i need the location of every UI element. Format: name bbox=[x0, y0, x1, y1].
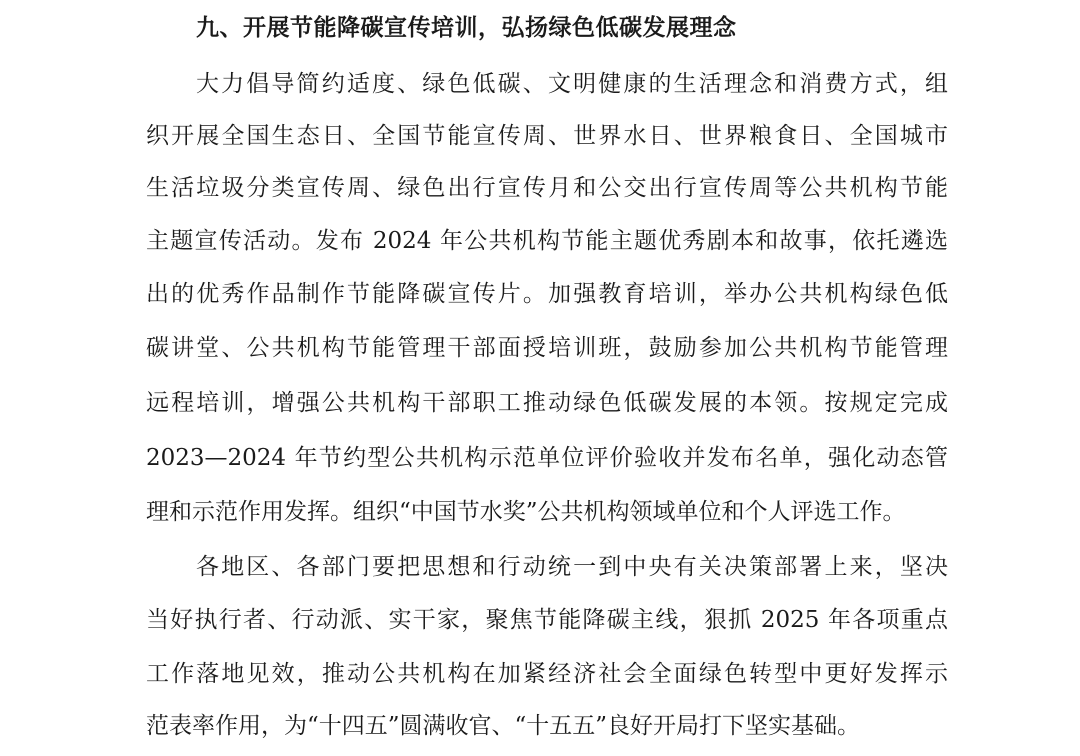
paragraph-1-line-9: 理和示范作用发挥。组织“中国节水奖”公共机构领域单位和个人评选工作。 bbox=[146, 499, 906, 525]
paragraph-1-line-1: 大力倡导简约适度、绿色低碳、文明健康的生活理念和消费方式，组 bbox=[196, 71, 948, 97]
paragraph-1-line-8: 2023—2024 年节约型公共机构示范单位评价验收并发布名单，强化动态管 bbox=[146, 445, 948, 471]
paragraph-1-line-2: 织开展全国生态日、全国节能宣传周、世界水日、世界粮食日、全国城市 bbox=[146, 123, 948, 149]
paragraph-1-line-7: 远程培训，增强公共机构干部职工推动绿色低碳发展的本领。按规定完成 bbox=[146, 390, 948, 416]
section-heading: 九、开展节能降碳宣传培训，弘扬绿色低碳发展理念 bbox=[196, 15, 737, 41]
paragraph-1-line-3: 生活垃圾分类宣传周、绿色出行宣传月和公交出行宣传周等公共机构节能 bbox=[146, 175, 948, 201]
paragraph-1-line-4: 主题宣传活动。发布 2024 年公共机构节能主题优秀剧本和故事，依托遴选 bbox=[146, 228, 948, 254]
paragraph-2-line-4: 范表率作用，为“十四五”圆满收官、“十五五”良好开局打下坚实基础。 bbox=[146, 713, 861, 739]
paragraph-2-line-2: 当好执行者、行动派、实干家，聚焦节能降碳主线，狠抓 2025 年各项重点 bbox=[146, 607, 948, 633]
paragraph-1-line-6: 碳讲堂、公共机构节能管理干部面授培训班，鼓励参加公共机构节能管理 bbox=[146, 335, 948, 361]
paragraph-1-line-5: 出的优秀作品制作节能降碳宣传片。加强教育培训，举办公共机构绿色低 bbox=[146, 281, 948, 307]
paragraph-2-line-1: 各地区、各部门要把思想和行动统一到中央有关决策部署上来，坚决 bbox=[196, 554, 948, 580]
paragraph-2-line-3: 工作落地见效，推动公共机构在加紧经济社会全面绿色转型中更好发挥示 bbox=[146, 661, 948, 687]
